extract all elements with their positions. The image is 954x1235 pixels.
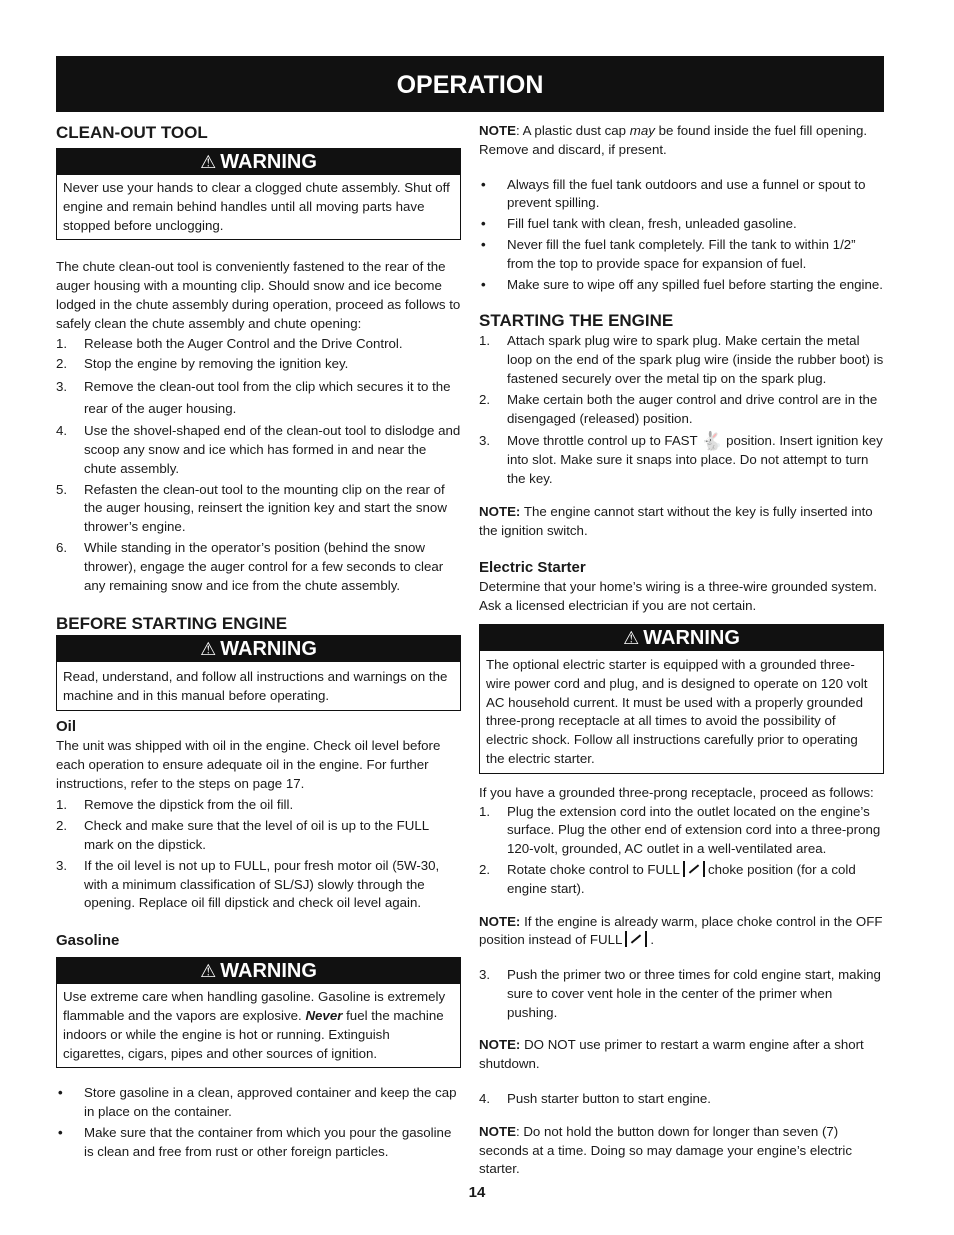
- choke-note: NOTE: If the engine is already warm, place choke control in the OFF position instead of FULL .: [479, 913, 883, 948]
- list-item: 6. While standing in the operator’s position (behind the snow thrower), engage the auger control for a few seconds to clear any remaining snow and ice from the chute assembly.: [56, 539, 444, 593]
- warning-triangle-icon: ⚠: [200, 152, 217, 172]
- choke-full-icon: [625, 931, 647, 947]
- list-item: • Never fill the fuel tank completely. Fill the tank to within 1/2” from the top to provide space for expansion of fuel.: [481, 236, 856, 271]
- starting-note: NOTE: The engine cannot start without the key is fully inserted into the ignition switch.: [479, 503, 873, 538]
- list-item: 3. Push the primer two or three times for cold engine start, making sure to cover vent hole in the center of the primer when pushing.: [479, 967, 881, 1020]
- oil-steps: [56, 796, 461, 913]
- oil-intro: The unit was shipped with oil in the engine. Check oil level before each operation to ensure adequate oil in the engine. For further instructions, refer to the steps on page 17.: [56, 737, 441, 791]
- warning-label: WARNING: [220, 638, 317, 661]
- starting-steps: [479, 332, 884, 488]
- page-banner: OPERATION: [56, 56, 884, 112]
- warning-label: WARNING: [643, 626, 740, 649]
- left-column: [56, 122, 461, 1161]
- warning-header: [57, 636, 460, 662]
- gasoline-bullets: [56, 1084, 461, 1161]
- before-title: BEFORE STARTING ENGINE: [56, 614, 288, 634]
- cleanout-warning-box: [56, 148, 461, 240]
- fuel-note: NOTE: A plastic dust cap may be found inside the fuel fill opening. Remove and discard, if present.: [479, 123, 868, 157]
- warning-triangle-icon: ⚠: [623, 627, 640, 648]
- warning-text: Read, understand, and follow all instructions and warnings on the machine and in this manual before operating.: [63, 669, 448, 704]
- list-item: • Fill fuel tank with clean, fresh, unleaded gasoline.: [481, 216, 797, 232]
- list-item: 2. Stop the engine by removing the ignition key.: [56, 356, 349, 372]
- warning-triangle-icon: ⚠: [200, 961, 217, 982]
- list-item: • Store gasoline in a clean, approved container and keep the cap in place on the container.: [58, 1085, 457, 1120]
- list-item: 2. Make certain both the auger control and drive control are in the disengaged (released) position.: [479, 391, 878, 426]
- primer-note: NOTE: DO NOT use primer to restart a warm engine after a short shutdown.: [479, 1037, 864, 1072]
- warning-triangle-icon: ⚠: [200, 639, 217, 660]
- starting-title: STARTING THE ENGINE: [479, 311, 674, 331]
- list-item: 3. If the oil level is not up to FULL, pour fresh motor oil (5W-30, with a minimum classification of SL/SJ) slowly through the opening. Replace oil fill dipstick and check oil level again.: [56, 857, 440, 911]
- list-item: • Make sure to wipe off any spilled fuel before starting the engine.: [481, 276, 883, 292]
- list-item: • Make sure that the container from which you pour the gasoline is clean and free from rust or other foreign particles.: [58, 1124, 452, 1159]
- fuel-bullets: [479, 176, 884, 295]
- warning-text: The optional electric starter is equipped with a grounded three-wire power cord and plug, and is designed to operate on 120 volt AC household current. It must be used with a properly grounded three-prong receptacle at all times to avoid the possibility of electric shock. Follow all instructions carefully prior to operating the electric starter.: [486, 656, 868, 766]
- electric-warning-box: [479, 624, 884, 774]
- warning-header: [480, 625, 883, 651]
- list-item: 2. Rotate choke control to FULL choke position (for a cold engine start).: [479, 861, 856, 896]
- starter-note: NOTE: Do not hold the button down for longer than seven (7) seconds at a time. Doing so may damage your engine’s electric starter.: [479, 1123, 853, 1177]
- warning-label: WARNING: [220, 960, 317, 983]
- gasoline-title: Gasoline: [56, 932, 120, 950]
- list-item: 3. Move throttle control up to FAST 🐇 position. Insert ignition key into slot. Make sure it snaps into place. Do not attempt to turn the key.: [479, 431, 883, 486]
- list-item: 3. Remove the clean-out tool from the clip which secures it to the rear of the auger housing.: [56, 379, 451, 417]
- choke-full-icon: [683, 861, 705, 877]
- warning-text: Never use your hands to clear a clogged chute assembly. Shut off engine and remain behind handles until all moving parts have stopped before unclogging.: [63, 180, 450, 233]
- electric-steps: [479, 803, 884, 899]
- rabbit-fast-icon: 🐇: [700, 431, 724, 452]
- list-item: 1. Attach spark plug wire to spark plug. Make certain the metal loop on the end of the spark plug wire (inside the rubber boot) is fastened securely over the metal tip on the spark plug.: [479, 333, 884, 386]
- cleanout-intro: The chute clean-out tool is conveniently fastened to the rear of the auger housing with a mounting clip. Should snow and ice become lodged in the chute assembly during operation, proceed as follows to safely clean the chute assembly and chute opening:: [56, 259, 461, 331]
- warning-text: Use extreme care when handling gasoline. Gasoline is extremely flammable and the vapors are explosive. Never fuel the machine indoors or while the engine is hot or running. Extinguish cigarettes, cigars, pipes and other sources of ignition.: [63, 989, 446, 1061]
- before-warning-box: [56, 635, 461, 711]
- cleanout-steps: [56, 335, 461, 596]
- list-item: 4. Use the shovel-shaped end of the clean-out tool to dislodge and scoop any snow and ice which has formed in and near the chute assembly.: [56, 423, 461, 476]
- list-item: 1. Plug the extension cord into the outlet located on the engine’s surface. Plug the other end of extension cord into a three-prong 120-volt, grounded, AC outlet in a well-ventilated area.: [479, 803, 881, 857]
- warning-label: WARNING: [220, 151, 317, 173]
- list-item: 2. Check and make sure that the level of oil is up to the FULL mark on the dipstick.: [56, 818, 429, 852]
- starter-step: [479, 1090, 884, 1109]
- cleanout-title: CLEAN-OUT TOOL: [56, 123, 208, 142]
- list-item: 1. Remove the dipstick from the oil fill.: [56, 797, 294, 813]
- list-item: • Always fill the fuel tank outdoors and use a funnel or spout to prevent spilling.: [481, 176, 866, 211]
- list-item: 1. Release both the Auger Control and the Drive Control.: [56, 335, 403, 351]
- warning-header: [57, 149, 460, 175]
- electric-intro: Determine that your home’s wiring is a three-wire grounded system. Ask a licensed electrician if you are not certain.: [479, 579, 878, 614]
- gasoline-warning-box: [56, 957, 461, 1068]
- electric-lead: If you have a grounded three-prong receptacle, proceed as follows:: [479, 784, 874, 800]
- oil-title: Oil: [56, 717, 77, 735]
- electric-title: Electric Starter: [479, 559, 586, 577]
- warning-header: [57, 958, 460, 984]
- right-column: [479, 122, 884, 1179]
- list-item: 4. Push starter button to start engine.: [479, 1091, 712, 1107]
- primer-step: [479, 966, 884, 1022]
- list-item: 5. Refasten the clean-out tool to the mounting clip on the rear of the auger housing, reinsert the ignition key and start the snow thrower’s engine.: [56, 481, 447, 535]
- page-number: 14: [468, 1184, 486, 1201]
